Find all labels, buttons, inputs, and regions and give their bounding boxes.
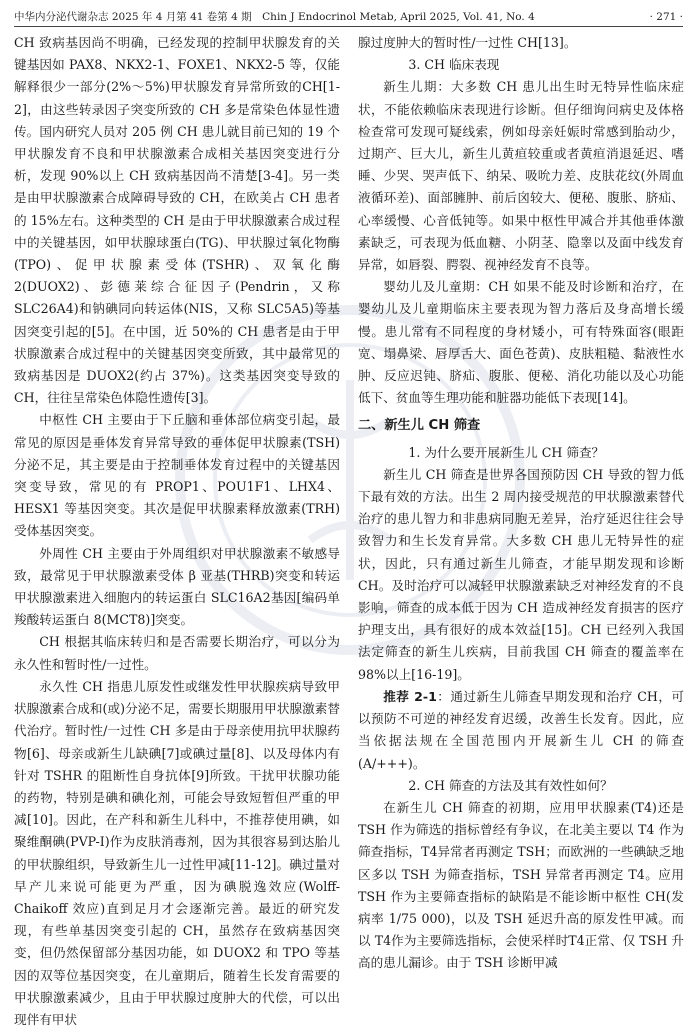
paragraph: 新生儿 CH 筛查是世界各国预防因 CH 导致的智力低下最有效的方法。出生 2 周内接受规范的甲状腺激素替代治疗的患儿智力和非患病同胞无差异，治疗延迟往往会导致智力和生长发育异常。大多数 CH 患儿无特异性的症状，因此，只有通过新生儿筛查，才能早期发现和诊断 CH。及时治疗可以减轻甲状腺激素缺乏对神经发育的不良影响，筛查的成本低于因为 CH 造成神经发育损害的医疗护理支出，具有很好的成本效益[15]。CH 已经列入我国法定筛查的新生儿疾病，目前我国 CH 筛查的覆盖率在 98%以上[16-19]。: [358, 466, 684, 682]
section-heading: 二、新生儿 CH 筛查: [358, 418, 481, 434]
paragraph: 永久性 CH 指患儿原发性或继发性甲状腺疾病导致甲状腺激素合成和(或)分泌不足，需要长期服用甲状腺激素替代治疗。暂时性/一过性 CH 多是由于母亲使用抗甲状腺药物[6]、母亲或新生儿缺碘[7]或碘过量[8]、以及母体内有针对 TSHR 的阻断性自身抗体[9]所致。干扰甲状腺功能的药物，特别是碘和碘化剂，可能会导致短暂但严重的甲减[10]。因此，在产科和新生儿科中，不推荐使用碘，如聚维酮碘(PVP-I)作为皮肤消毒剂，因为其很容易到达胎儿的甲状腺组织，导致新生儿一过性甲减[11-12]。碘过量对早产儿来说可能更为严重，因为碘脱逸效应(Wolff-Chaikoff 效应)直到足月才会逐渐完善。最近的研究发现，有些单基因突变引起的 CH，虽然存在致病基因突变，但仍然保留部分基因功能，如 DUOX2 和 TPO 等基因的双等位基因突变，在儿童期后，随着生长发育需要的甲状腺激素减少，且由于甲状腺过度肿大的代偿，可以出现伴有甲状: [14, 678, 340, 1027]
paragraph: CH 根据其临床转归和是否需要长期治疗，可以分为永久性和暂时性/一过性。: [14, 634, 340, 672]
running-head: [14, 8, 683, 27]
left-column: [14, 32, 340, 1031]
paragraph: CH 致病基因尚不明确，已经发现的控制甲状腺发育的关键基因如 PAX8、NKX2-1、FOXE1、NKX2-5 等，仅能解释很少一部分(2%～5%)甲状腺发育异常所致的CH[1-2]，由这些转录因子突变所致的 CH 多是常染色体显性遗传。国内研究人员对 205 例 CH 患儿就目前已知的 19 个甲状腺发育不良和甲状腺激素合成相关基因突变进行分析，发现 90%以上 CH 致病基因尚不清楚[3-4]。另一类是由甲状腺激素合成障碍导致的 CH，在欧美占 CH 患者的 15%左右。这种类型的 CH 是由于甲状腺激素合成过程中的关键基因，如甲状腺球蛋白(TG)、甲状腺过氧化物酶(TPO)、促甲状腺素受体(TSHR)、双氧化酶2(DUOX2)、彭德莱综合征因子(Pendrin，又称SLC26A4)和钠碘同向转运体(NIS，又称 SLC5A5)等基因突变引起的[5]。在中国，近 50%的 CH 患者是由于甲状腺激素合成过程中的关键基因突变所致，其中最常见的致病基因是 DUOX2(约占 37%)。这类基因突变导致的 CH，往往呈常染色体隐性遗传[3]。: [14, 35, 340, 406]
recommendation-text: ：通过新生儿筛查早期发现和治疗 CH，可以预防不可逆的神经发育迟缓，改善生长发育。因此，应当依据法规在全国范围内开展新生儿 CH 的筛查(A/+++)。: [358, 688, 684, 771]
subheading: 2. CH 筛查的方法及其有效性如何？: [383, 777, 613, 793]
paragraph: 中枢性 CH 主要由于下丘脑和垂体部位病变引起，最常见的原因是垂体发育异常导致的垂体促甲状腺素(TSH)分泌不足，其主要是由于控制垂体发育过程中的关键基因突变导致，常见的有 PROP1、POU1F1、LHX4、HESX1 等基因突变。其次是促甲状腺素释放激素(TRH)受体基因突变。: [14, 412, 340, 539]
paragraph: 在新生儿 CH 筛查的初期，应用甲状腺素(T4)还是 TSH 作为筛选的指标曾经有争议，在北美主要以 T4 作为筛查指标，T4异常者再测定 TSH；而欧洲的一些碘缺乏地区多以 TSH 为筛查指标，TSH 异常者再测定 T4。应用 TSH 作为主要筛查指标的缺陷是不能诊断中枢性 CH(发病率 1/75 000)，以及 TSH 延迟升高的原发性甲减。而以 T4作为主要筛选指标，会使采样时T4正常、仅 TSH 升高的患儿漏诊。由于 TSH 诊断甲减: [358, 799, 684, 971]
paragraph: 外周性 CH 主要由于外周组织对甲状腺激素不敏感导致，最常见于甲状腺激素受体 β 亚基(THRB)突变和转运甲状腺激素进入细胞内的转运蛋白 SLC16A2基因[编码单羧酸转运蛋白 8(MCT8)]突变。: [14, 545, 340, 628]
paragraph: 婴幼儿及儿童期：CH 如果不能及时诊断和治疗，在婴幼儿及儿童期临床主要表现为智力落后及身高增长缓慢。患儿常有不同程度的身材矮小，可有特殊面容(眼距宽、塌鼻梁、唇厚舌大、面色苍黄)、皮肤粗糙、黏液性水肿、反应迟钝、脐疝、腹胀、便秘、消化功能以及心功能低下、贫血等生理功能和脏器功能低下表现[14]。: [358, 279, 684, 406]
right-column: [358, 32, 684, 975]
recommendation-label: 推荐 2-1: [383, 688, 437, 704]
paragraph: 腺过度肿大的暂时性/一过性 CH[13]。: [358, 35, 577, 50]
page-number: · 271 ·: [649, 11, 683, 23]
paragraph: 新生儿期：大多数 CH 患儿出生时无特异性临床症状，不能依赖临床表现进行诊断。但仔细询问病史及体格检查常可发现可疑线索，例如母亲妊娠时常感到胎动少，过期产、巨大儿，新生儿黄疸较重或者黄疸消退延迟、嗜睡、少哭、哭声低下、纳呆、吸吮力差、皮肤花纹(外周血液循环差)、面部臃肿、前后囟较大、便秘、腹胀、脐疝、心率缓慢、心音低钝等。如果中枢性甲减合并其他垂体激素缺乏，可表现为低血糖、小阴茎、隐睾以及面中线发育异常，如唇裂、腭裂、视神经发育不良等。: [358, 79, 684, 273]
subheading: 1. 为什么要开展新生儿 CH 筛查？: [383, 444, 605, 460]
journal-citation: 中华内分泌代谢杂志 2025 年 4 月第 41 卷第 4 期 Chin J Endocrinol Metab, April 2025, Vol. 41, No. 4: [14, 11, 535, 23]
recommendation: [358, 686, 684, 775]
subheading: 3. CH 临床表现: [383, 57, 500, 73]
